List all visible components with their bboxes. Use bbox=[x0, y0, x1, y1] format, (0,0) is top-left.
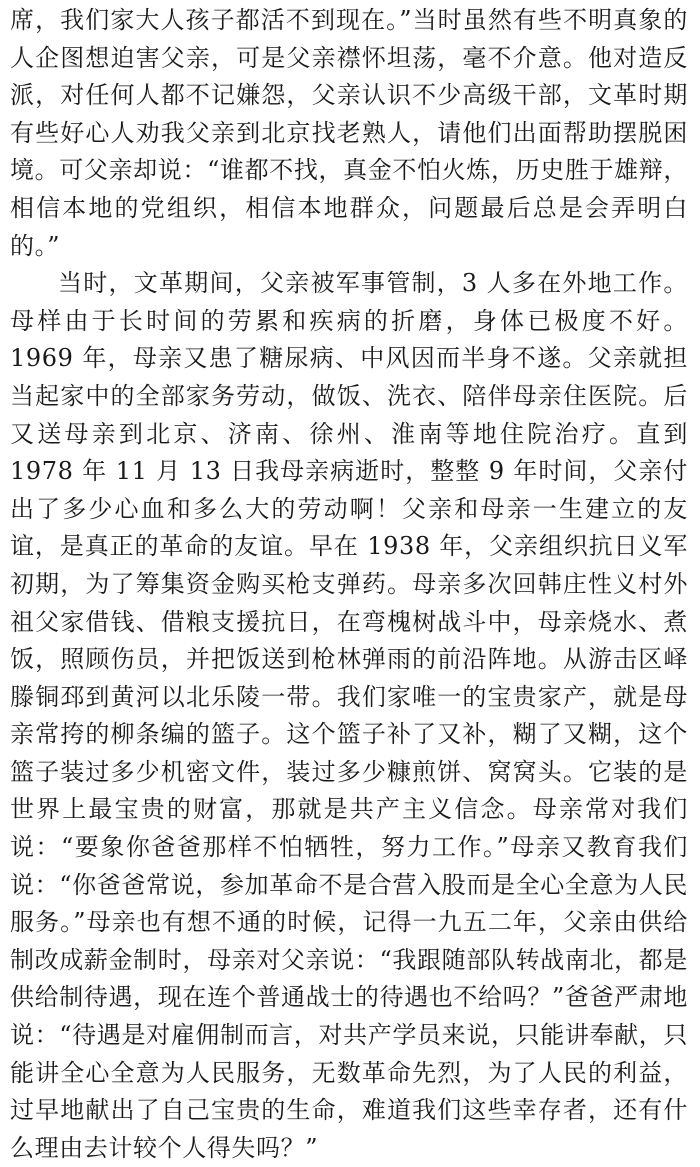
paragraph-1: 席，我们家大人孩子都活不到现在。”当时虽然有些不明真象的人企图想迫害父亲，可是父亲襟怀坦荡，毫不介意。他对造反派，对任何人都不记嫌怨，父亲认识不少高级干部，文革时期有些好心人劝我父亲到北京找老熟人，请他们出面帮助摆脱困境。可父亲却说：“谁都不找，真金不怕火炼，历史胜于雄辩，相信本地的党组织，相信本地群众，问题最后总是会弄明白的。” bbox=[10, 6, 688, 260]
paragraph-2: 当时，文革期间，父亲被军事管制，3 人多在外地工作。母样由于长时间的劳累和疾病的折磨，身体已极度不好。1969 年，母亲又患了糖尿病、中风因而半身不遂。父亲就担当起家中的全部家务劳动，做饭、洗衣、陪伴母亲住医院。后又送母亲到北京、济南、徐州、淮南等地住院治疗。直到 1978 年 11 月 13 日我母亲病逝时，整整 9 年时间，父亲付出了多少心血和多么大的劳动啊！父亲和母亲一生建立的友谊，是真正的革命的友谊。早在 1938 年，父亲组织抗日义军初期，为了筹集资金购买枪支弹药。母亲多次回韩庄性义村外祖父家借钱、借粮支援抗日，在弯槐树战斗中，母亲烧水、煮饭，照顾伤员，并把饭送到枪林弹雨的前沿阵地。从游击区峄滕铜邳到黄河以北乐陵一带。我们家唯一的宝贵家产，就是母亲常挎的柳条编的篮子。这个篮子补了又补，糊了又糊，这个篮子装过多少机密文件，装过多少糠煎饼、窝窝头。它装的是世界上最宝贵的财富，那就是共产主义信念。母亲常对我们说：“要象你爸爸那样不怕牺牲，努力工作。”母亲又教育我们说：“你爸爸常说，参加革命不是合营入股而是全心全意为人民服务。”母亲也有想不通的时候，记得一九五二年，父亲由供给制改成薪金制时，母亲对父亲说：“我跟随部队转战南北，都是供给制待遇，现在连个普通战士的待遇也不给吗？”爸爸严肃地说：“待遇是对雇佣制而言，对共产学员来说，只能讲奉献，只能讲全心全意为人民服务，无数革命先烈，为了人民的利益，过早地献出了自己宝贵的生命，难道我们这些幸存者，还有什么理由去计较个人得失吗？” bbox=[10, 269, 697, 1162]
